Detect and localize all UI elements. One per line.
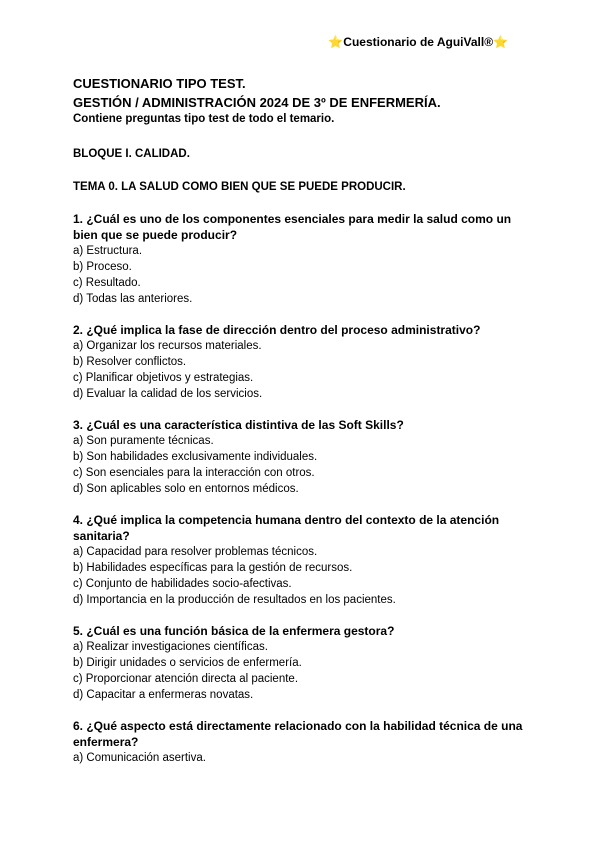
header-tag xyxy=(328,35,508,49)
option-a: a) Estructura. xyxy=(73,245,143,257)
option-b: b) Habilidades específicas para la gestión de recursos. xyxy=(73,562,353,574)
question-text: 6. ¿Qué aspecto está directamente relacionado con la habilidad técnica de una enfermera? xyxy=(73,719,523,749)
question-1 xyxy=(73,211,533,307)
question-text: 2. ¿Qué implica la fase de dirección dentro del proceso administrativo? xyxy=(73,323,481,337)
option-a: a) Organizar los recursos materiales. xyxy=(73,340,262,352)
option-d: d) Todas las anteriores. xyxy=(73,293,193,305)
document-subtitle: Contiene preguntas tipo test de todo el temario. xyxy=(73,113,335,125)
option-a: a) Son puramente técnicas. xyxy=(73,435,214,447)
question-4 xyxy=(73,512,533,608)
option-c: c) Conjunto de habilidades socio-afectivas. xyxy=(73,578,292,590)
option-d: d) Evaluar la calidad de los servicios. xyxy=(73,388,263,400)
option-a: a) Comunicación asertiva. xyxy=(73,752,206,764)
option-d: d) Capacitar a enfermeras novatas. xyxy=(73,689,254,701)
option-list xyxy=(73,544,533,608)
question-2 xyxy=(73,322,533,402)
question-text: 4. ¿Qué implica la competencia humana dentro del contexto de la atención sanitaria? xyxy=(73,513,500,543)
option-c: c) Planificar objetivos y estrategias. xyxy=(73,372,254,384)
option-d: d) Son aplicables solo en entornos médicos. xyxy=(73,483,299,495)
question-text: 1. ¿Cuál es uno de los componentes esenciales para medir la salud como un bien que se puede producir? xyxy=(73,212,512,242)
star-right-icon: ⭐ xyxy=(493,35,508,49)
question-text: 3. ¿Cuál es una característica distintiva de las Soft Skills? xyxy=(73,418,404,432)
option-b: b) Son habilidades exclusivamente individuales. xyxy=(73,451,318,463)
option-list xyxy=(73,433,533,497)
option-list xyxy=(73,639,533,703)
question-list xyxy=(73,211,533,766)
option-list xyxy=(73,243,533,307)
option-a: a) Capacidad para resolver problemas técnicos. xyxy=(73,546,318,558)
section-heading: BLOQUE I. CALIDAD. xyxy=(73,148,190,160)
option-a: a) Realizar investigaciones científicas. xyxy=(73,641,268,653)
document-content xyxy=(73,74,533,781)
topic-heading: TEMA 0. LA SALUD COMO BIEN QUE SE PUEDE PRODUCIR. xyxy=(73,181,406,193)
document-title-line2: GESTIÓN / ADMINISTRACIÓN 2024 DE 3º DE ENFERMERÍA. xyxy=(73,95,441,110)
option-list xyxy=(73,338,533,402)
question-text: 5. ¿Cuál es una función básica de la enfermera gestora? xyxy=(73,624,395,638)
option-c: c) Proporcionar atención directa al paciente. xyxy=(73,673,299,685)
header-tag-text: Cuestionario de AguiVall® xyxy=(343,35,494,49)
question-3 xyxy=(73,417,533,497)
option-b: b) Proceso. xyxy=(73,261,132,273)
option-c: c) Resultado. xyxy=(73,277,141,289)
option-b: b) Dirigir unidades o servicios de enfermería. xyxy=(73,657,302,669)
option-list xyxy=(73,750,533,766)
option-c: c) Son esenciales para la interacción con otros. xyxy=(73,467,315,479)
option-b: b) Resolver conflictos. xyxy=(73,356,187,368)
question-5 xyxy=(73,623,533,703)
option-d: d) Importancia en la producción de resultados en los pacientes. xyxy=(73,594,396,606)
question-6 xyxy=(73,718,533,766)
document-title-line1: CUESTIONARIO TIPO TEST. xyxy=(73,76,246,91)
star-left-icon: ⭐ xyxy=(328,35,344,49)
